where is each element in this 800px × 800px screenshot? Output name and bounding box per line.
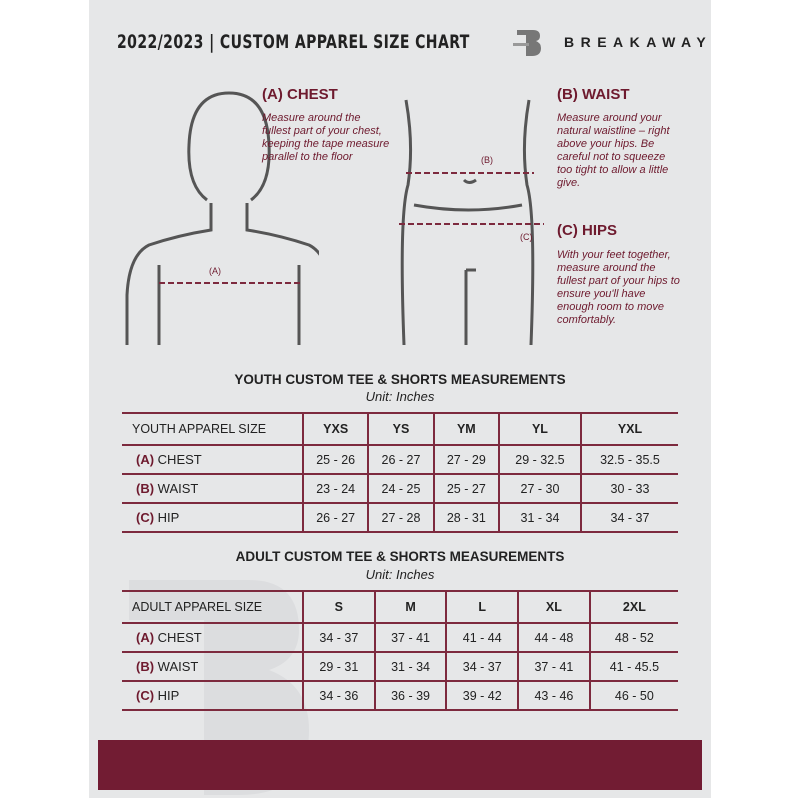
table-cell: 27 - 30 [499,474,581,503]
measure-letter: (B) [136,659,155,674]
table-cell: 34 - 37 [303,623,375,652]
table-cell: 37 - 41 [375,623,447,652]
measure-letter: (A) [136,630,155,645]
measure-letter: (C) [136,510,155,525]
size-header: L [446,591,518,623]
adult-unit: Unit: Inches [365,567,435,582]
footer-bar [98,740,702,790]
measure-label [122,503,303,532]
table-cell: 36 - 39 [375,681,447,710]
table-cell: 43 - 46 [518,681,590,710]
chest-marker: (A) [209,266,221,276]
table-cell: 46 - 50 [590,681,678,710]
table-row [122,623,678,652]
measure-label [122,445,303,474]
youth-section-title: YOUTH CUSTOM TEE & SHORTS MEASUREMENTS [234,372,566,387]
table-cell: 31 - 34 [499,503,581,532]
table-cell: 23 - 24 [303,474,368,503]
table-cell: 26 - 27 [368,445,433,474]
brand-name: BREAKAWAY [564,34,713,50]
size-header: YS [368,413,433,445]
table-cell: 27 - 28 [368,503,433,532]
table-row [122,445,678,474]
table-cell: 37 - 41 [518,652,590,681]
size-header: S [303,591,375,623]
measure-label [122,652,303,681]
measure-letter: (A) [136,452,155,467]
size-header: M [375,591,447,623]
size-header: YM [434,413,499,445]
hips-marker: (C) [520,232,533,242]
youth-size-table [122,412,678,533]
measure-name: HIP [157,688,180,703]
measure-name: WAIST [157,481,199,496]
measure-name: WAIST [157,659,199,674]
breakaway-logo-icon [513,26,543,58]
size-chart-page [89,0,711,798]
size-label: ADULT APPAREL SIZE [122,591,303,623]
measure-name: HIP [157,510,180,525]
table-cell: 29 - 32.5 [499,445,581,474]
waist-marker: (B) [481,155,493,165]
chest-heading: (A) CHEST [262,86,338,103]
youth-unit: Unit: Inches [365,389,435,404]
table-cell: 29 - 31 [303,652,375,681]
table-header-row [122,413,678,445]
table-cell: 26 - 27 [303,503,368,532]
table-cell: 39 - 42 [446,681,518,710]
table-cell: 24 - 25 [368,474,433,503]
table-cell: 41 - 45.5 [590,652,678,681]
waist-description: Measure around your natural waistline – right above your hips. Be careful not to squeeze too tight to allow a little give. [557,112,670,189]
table-cell: 31 - 34 [375,652,447,681]
table-cell: 32.5 - 35.5 [581,445,678,474]
table-cell: 28 - 31 [434,503,499,532]
size-header: YXS [303,413,368,445]
table-cell: 34 - 36 [303,681,375,710]
size-header: YL [499,413,581,445]
hips-description: With your feet together, measure around the fullest part of your hips to ensure you'll have enough room to move comfortably. [557,249,680,326]
table-cell: 27 - 29 [434,445,499,474]
waist-hips-figure-icon [394,95,544,355]
adult-size-table [122,590,678,711]
table-cell: 48 - 52 [590,623,678,652]
table-header-row [122,591,678,623]
size-header: XL [518,591,590,623]
table-cell: 41 - 44 [446,623,518,652]
measure-label [122,623,303,652]
size-header: 2XL [590,591,678,623]
table-row [122,681,678,710]
table-cell: 30 - 33 [581,474,678,503]
table-row [122,474,678,503]
size-header: YXL [581,413,678,445]
measure-name: CHEST [157,630,202,645]
table-cell: 25 - 26 [303,445,368,474]
measure-letter: (C) [136,688,155,703]
table-row [122,503,678,532]
measure-letter: (B) [136,481,155,496]
table-cell: 34 - 37 [581,503,678,532]
chest-description: Measure around the fullest part of your chest, keeping the tape measure parallel to the floor [262,112,390,163]
size-label: YOUTH APPAREL SIZE [122,413,303,445]
hips-heading: (C) HIPS [557,222,617,239]
table-cell: 44 - 48 [518,623,590,652]
measure-label [122,474,303,503]
table-cell: 34 - 37 [446,652,518,681]
page-title: 2022/2023 | CUSTOM APPAREL SIZE CHART [117,31,470,53]
adult-section-title: ADULT CUSTOM TEE & SHORTS MEASUREMENTS [235,549,565,564]
table-cell: 25 - 27 [434,474,499,503]
table-row [122,652,678,681]
measure-label [122,681,303,710]
measure-name: CHEST [157,452,202,467]
waist-heading: (B) WAIST [557,86,630,103]
